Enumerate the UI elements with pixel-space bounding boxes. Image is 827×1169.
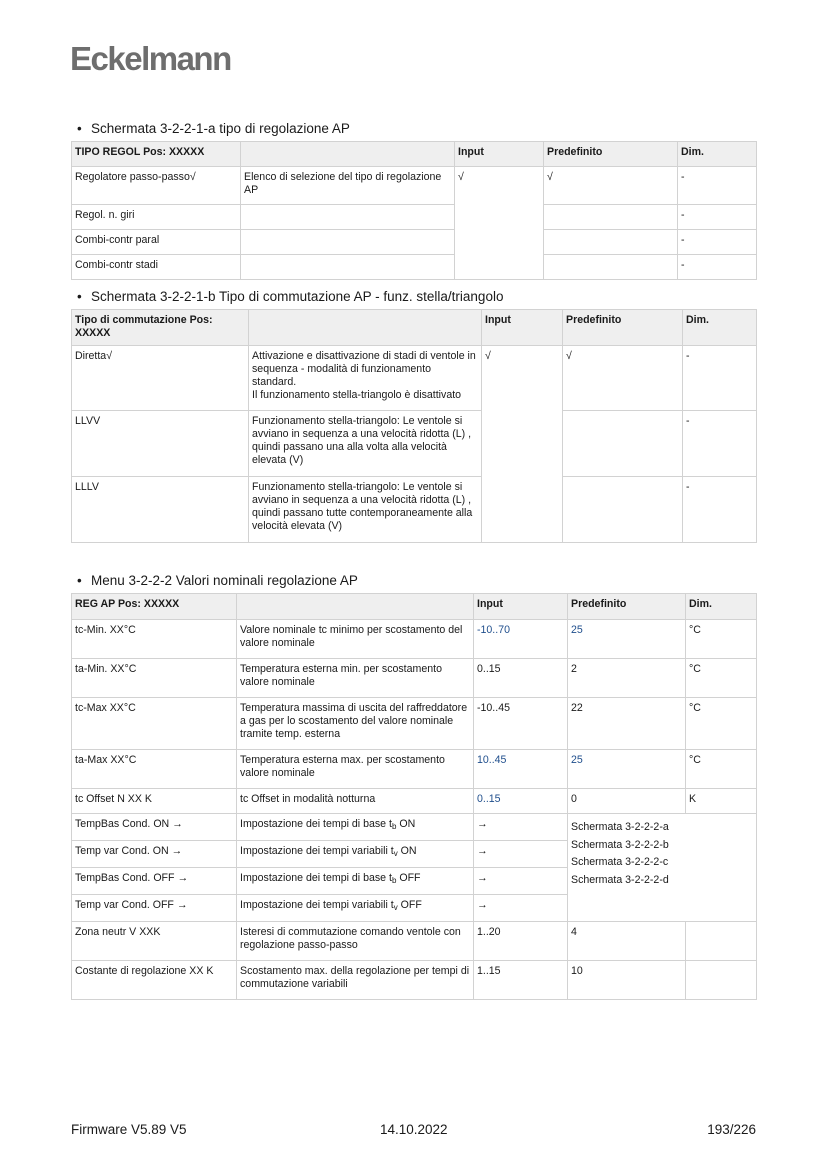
commutation-type-table xyxy=(71,309,757,543)
regulation-type-table xyxy=(71,141,757,280)
table-row xyxy=(72,230,757,255)
table-cell: K xyxy=(686,789,757,814)
table-row xyxy=(72,477,757,543)
table-cell: LLVV xyxy=(72,411,249,477)
table-cell: - xyxy=(678,205,757,230)
table-cell: °C xyxy=(686,750,757,789)
table-cell: √ xyxy=(544,167,678,205)
table-cell: Impostazione dei tempi variabili $t_v$ OFF xyxy=(237,895,474,922)
table-cell xyxy=(241,230,455,255)
table-cell: - xyxy=(678,167,757,205)
table-cell: Temperatura esterna max. per scostamento valore nominale xyxy=(237,750,474,789)
table-row xyxy=(72,698,757,750)
table-cell: TempBas Cond. ON → xyxy=(72,814,237,841)
table-row xyxy=(72,167,757,205)
table-row xyxy=(72,659,757,698)
section-heading: • Menu 3-2-2-2 Valori nominali regolazione AP xyxy=(77,573,358,588)
table-row xyxy=(72,961,757,1000)
table-cell: °C xyxy=(686,620,757,659)
table-cell: Funzionamento stella-triangolo: Le ventole si avviano in sequenza a una velocità ridotta (L) , quindi passano una alla volta alla velocità elevata (V) xyxy=(249,411,482,477)
table-cell: Zona neutr V XXK xyxy=(72,922,237,961)
column-header: Dim. xyxy=(678,142,757,167)
screens-cell: Schermata 3-2-2-2-a Schermata 3-2-2-2-b Schermata 3-2-2-2-c Schermata 3-2-2-2-d xyxy=(568,814,757,922)
table-cell: → xyxy=(474,814,568,841)
table-cell: Temp var Cond. ON → xyxy=(72,841,237,868)
table-cell: TempBas Cond. OFF → xyxy=(72,868,237,895)
table-cell: √ xyxy=(482,346,563,543)
table-cell: Elenco di selezione del tipo di regolazione AP xyxy=(241,167,455,205)
column-header: Predefinito xyxy=(544,142,678,167)
eckelmann-logo: Eckelmann xyxy=(70,40,231,77)
table-cell: 25 xyxy=(568,620,686,659)
table-cell: °C xyxy=(686,698,757,750)
table-cell: Valore nominale tc minimo per scostamento del valore nominale xyxy=(237,620,474,659)
column-header: Dim. xyxy=(686,594,757,620)
table-cell: Diretta√ xyxy=(72,346,249,411)
table-cell: Costante di regolazione XX K xyxy=(72,961,237,1000)
table-cell: tc Offset N XX K xyxy=(72,789,237,814)
column-header: Input xyxy=(455,142,544,167)
column-header: Predefinito xyxy=(563,310,683,346)
table-row xyxy=(72,411,757,477)
table-row xyxy=(72,346,757,411)
table-cell: Isteresi di commutazione comando ventole con regolazione passo-passo xyxy=(237,922,474,961)
column-header: TIPO REGOL Pos: XXXXX xyxy=(72,142,241,167)
table-cell: Temperatura massima di uscita del raffreddatore a gas per lo scostamento del valore nominale tramite temp. esterna xyxy=(237,698,474,750)
table-cell: ta-Max XX°C xyxy=(72,750,237,789)
table-row xyxy=(72,789,757,814)
table-cell xyxy=(544,255,678,280)
table-cell: - xyxy=(678,255,757,280)
footer-date: 14.10.2022 xyxy=(380,1122,448,1137)
table-cell: Impostazione dei tempi di base $t_b$ ON xyxy=(237,814,474,841)
table-header-row xyxy=(72,142,757,167)
table-cell xyxy=(241,205,455,230)
table-cell xyxy=(563,411,683,477)
table-cell: LLLV xyxy=(72,477,249,543)
table-cell: Combi-contr paral xyxy=(72,230,241,255)
table-cell: √ xyxy=(563,346,683,411)
table-cell: 2 xyxy=(568,659,686,698)
table-cell: ta-Min. XX°C xyxy=(72,659,237,698)
section-regolazione-type xyxy=(71,121,756,280)
table-cell: Combi-contr stadi xyxy=(72,255,241,280)
table-row xyxy=(72,922,757,961)
table-cell: -10..70 xyxy=(474,620,568,659)
table-cell: Funzionamento stella-triangolo: Le ventole si avviano in sequenza a una velocità ridotta (L) , quindi passano tutte contemporaneamente alla velocità elevata (V) xyxy=(249,477,482,543)
table-cell: Attivazione e disattivazione di stadi di ventole in sequenza - modalità di funzionamento standard. Il funzionamento stella-triangolo è disattivato xyxy=(249,346,482,411)
table-row xyxy=(72,620,757,659)
table-row xyxy=(72,750,757,789)
section-commutation-type xyxy=(71,289,756,543)
section-heading: • Schermata 3-2-2-1-b Tipo di commutazione AP - funz. stella/triangolo xyxy=(77,289,504,304)
table-cell: 0..15 xyxy=(474,789,568,814)
table-cell xyxy=(241,255,455,280)
table-cell: 0 xyxy=(568,789,686,814)
column-header: Predefinito xyxy=(568,594,686,620)
table-cell xyxy=(544,230,678,255)
table-cell: Impostazione dei tempi di base $t_b$ OFF xyxy=(237,868,474,895)
table-row xyxy=(72,205,757,230)
section-heading: • Schermata 3-2-2-1-a tipo di regolazione AP xyxy=(77,121,350,136)
table-cell xyxy=(686,961,757,1000)
table-row xyxy=(72,255,757,280)
table-header-row xyxy=(72,310,757,346)
table-cell: tc-Max XX°C xyxy=(72,698,237,750)
table-cell: 0..15 xyxy=(474,659,568,698)
table-cell: 1..15 xyxy=(474,961,568,1000)
table-cell: Scostamento max. della regolazione per tempi di commutazione variabili xyxy=(237,961,474,1000)
table-cell: 4 xyxy=(568,922,686,961)
column-header: Input xyxy=(474,594,568,620)
table-cell: tc-Min. XX°C xyxy=(72,620,237,659)
section-nominal-values xyxy=(71,573,756,1000)
footer-firmware: Firmware V5.89 V5 xyxy=(71,1122,187,1137)
table-header-row xyxy=(72,594,757,620)
table-cell: → xyxy=(474,868,568,895)
table-cell: Temp var Cond. OFF → xyxy=(72,895,237,922)
table-row xyxy=(72,814,757,841)
table-cell: 25 xyxy=(568,750,686,789)
table-cell xyxy=(544,205,678,230)
column-header: Dim. xyxy=(683,310,757,346)
table-cell: - xyxy=(683,477,757,543)
table-cell: - xyxy=(678,230,757,255)
table-cell: - xyxy=(683,411,757,477)
table-cell: → xyxy=(474,841,568,868)
table-cell xyxy=(686,922,757,961)
table-cell: Regol. n. giri xyxy=(72,205,241,230)
table-cell: 10..45 xyxy=(474,750,568,789)
table-cell xyxy=(563,477,683,543)
column-header xyxy=(237,594,474,620)
table-cell: - xyxy=(683,346,757,411)
table-cell: -10..45 xyxy=(474,698,568,750)
column-header xyxy=(249,310,482,346)
table-cell: Impostazione dei tempi variabili $t_v$ ON xyxy=(237,841,474,868)
column-header: Input xyxy=(482,310,563,346)
table-cell: Temperatura esterna min. per scostamento valore nominale xyxy=(237,659,474,698)
table-cell: °C xyxy=(686,659,757,698)
table-cell: 1..20 xyxy=(474,922,568,961)
table-cell: Regolatore passo-passo√ xyxy=(72,167,241,205)
table-cell: → xyxy=(474,895,568,922)
table-cell: tc Offset in modalità notturna xyxy=(237,789,474,814)
nominal-values-table xyxy=(71,593,757,1000)
column-header: REG AP Pos: XXXXX xyxy=(72,594,237,620)
column-header: Tipo di commutazione Pos: XXXXX xyxy=(72,310,249,346)
table-cell: 10 xyxy=(568,961,686,1000)
table-cell: √ xyxy=(455,167,544,280)
column-header xyxy=(241,142,455,167)
footer-page-number: 193/226 xyxy=(707,1122,756,1137)
table-cell: 22 xyxy=(568,698,686,750)
